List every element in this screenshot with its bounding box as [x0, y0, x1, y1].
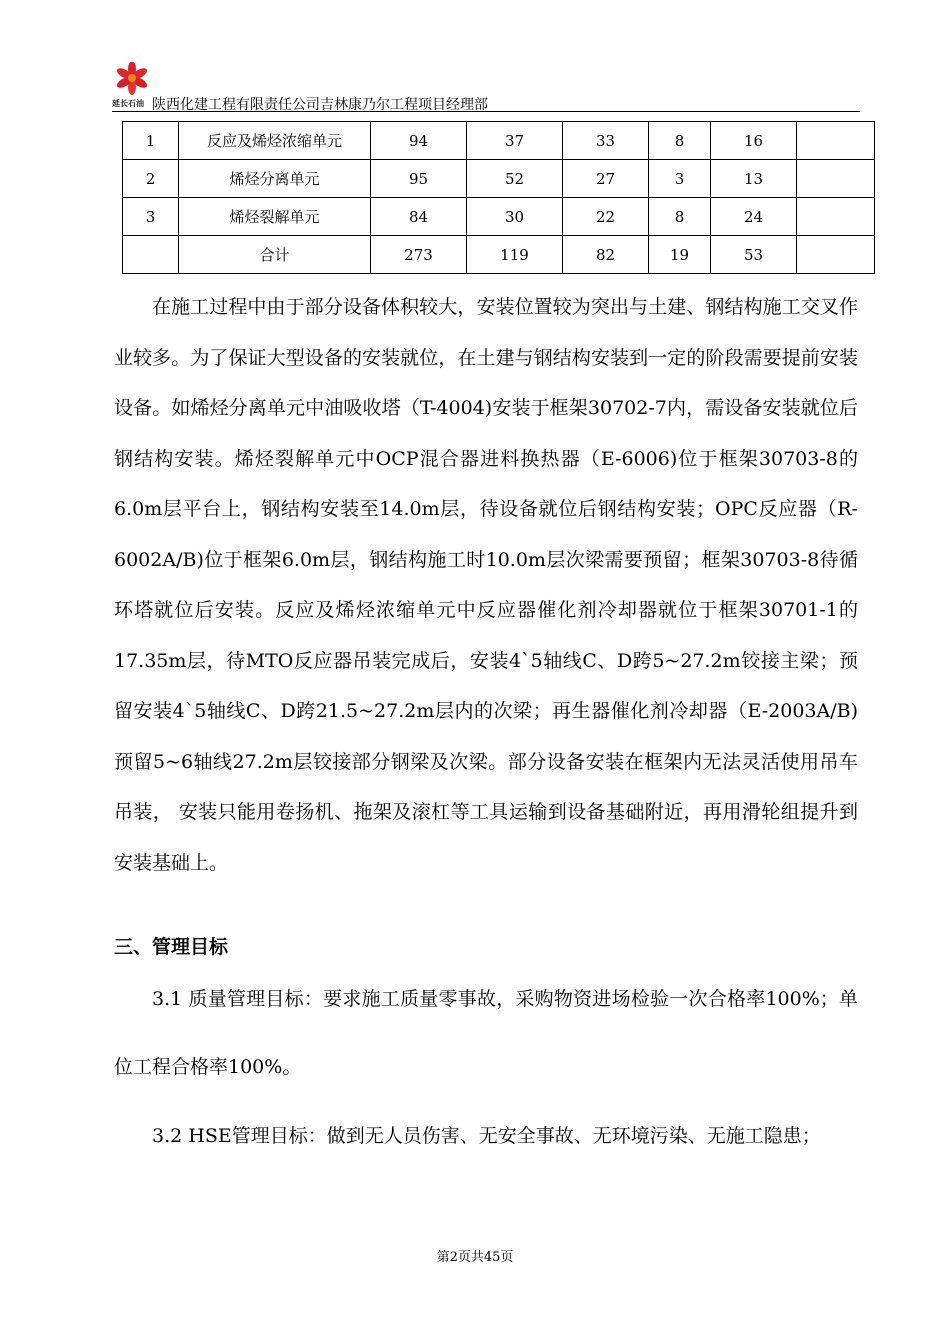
quality-goal-block	[114, 965, 858, 1101]
table-cell: 合计	[179, 236, 371, 274]
table-cell: 82	[563, 236, 649, 274]
body-paragraph: 在施工过程中由于部分设备体积较大，安装位置较为突出与土建、钢结构施工交叉作业较多。为了保证大型设备的安装就位，在土建与钢结构安装到一定的阶段需要提前安装设备。如烯烃分离单元中油吸收塔（T-4004)安装于框架30702-7内，需设备安装就位后钢结构安装。烯烃裂解单元中OCP混合器进料换热器（E-6006)位于框架30703-8的6.0m层平台上，钢结构安装至14.0m层，待设备就位后钢结构安装；OPC反应器（R-6002A/B)位于框架6.0m层，钢结构施工时10.0m层次梁需要预留；框架30703-8待循环塔就位后安装。反应及烯烃浓缩单元中反应器催化剂冷却器就位于框架30701-1的17.35m层，待MTO反应器吊装完成后，安装4`5轴线C、D跨5~27.2m铰接主梁；预留安装4`5轴线C、D跨21.5~27.2m层内的次梁；再生器催化剂冷却器（E-2003A/B)预留5~6轴线27.2m层铰接部分钢梁及次梁。部分设备安装在框架内无法灵活使用吊车吊装， 安装只能用卷扬机、拖架及滚杠等工具运输到设备基础附近，再用滑轮组提升到安装基础上。	[114, 296, 858, 874]
table-cell: 119	[467, 236, 563, 274]
hse-goal-block	[114, 1102, 858, 1170]
table-cell: 53	[711, 236, 797, 274]
hse-goal: 3.2 HSE管理目标：做到无人员伤害、无安全事故、无环境污染、无施工隐患；	[152, 1125, 821, 1147]
section-title: 三、管理目标	[114, 936, 229, 958]
table-cell: 52	[467, 160, 563, 198]
table-cell: 273	[371, 236, 467, 274]
table-cell: 烯烃分离单元	[179, 160, 371, 198]
table-cell: 84	[371, 198, 467, 236]
table-cell: 19	[649, 236, 711, 274]
table-cell: 2	[123, 160, 179, 198]
page-header	[112, 62, 860, 114]
table-row-total	[123, 236, 875, 274]
table-cell: 30	[467, 198, 563, 236]
logo-text: 延长石油	[112, 99, 144, 108]
company-logo	[112, 62, 152, 110]
table-cell: 13	[711, 160, 797, 198]
equipment-table	[122, 121, 875, 274]
quality-goal: 3.1 质量管理目标：要求施工质量零事故，采购物资进场检验一次合格率100%；单位工程合格率100%。	[114, 988, 858, 1078]
table-cell: 95	[371, 160, 467, 198]
header-divider	[112, 111, 860, 112]
table-cell: 33	[563, 122, 649, 160]
table-row	[123, 198, 875, 236]
table-cell: 8	[649, 122, 711, 160]
page-number: 第2页共45页	[436, 1250, 514, 1265]
table-row	[123, 122, 875, 160]
table-cell: 3	[123, 198, 179, 236]
table-cell: 1	[123, 122, 179, 160]
table-cell: 8	[649, 198, 711, 236]
flower-logo-icon	[112, 62, 152, 98]
table-cell: 3	[649, 160, 711, 198]
table-cell: 22	[563, 198, 649, 236]
table-cell: 94	[371, 122, 467, 160]
table-cell: 16	[711, 122, 797, 160]
body-paragraph-block	[114, 282, 858, 888]
table-cell: 烯烃裂解单元	[179, 198, 371, 236]
table-cell: 37	[467, 122, 563, 160]
table-cell	[797, 236, 875, 274]
table-cell	[797, 122, 875, 160]
table-cell	[797, 160, 875, 198]
table-row	[123, 160, 875, 198]
table-cell	[123, 236, 179, 274]
table-cell: 27	[563, 160, 649, 198]
company-name: 陕西化建工程有限责任公司吉林康乃尔工程项目经理部	[152, 97, 488, 113]
table-cell: 24	[711, 198, 797, 236]
table-cell	[797, 198, 875, 236]
table-cell: 反应及烯烃浓缩单元	[179, 122, 371, 160]
